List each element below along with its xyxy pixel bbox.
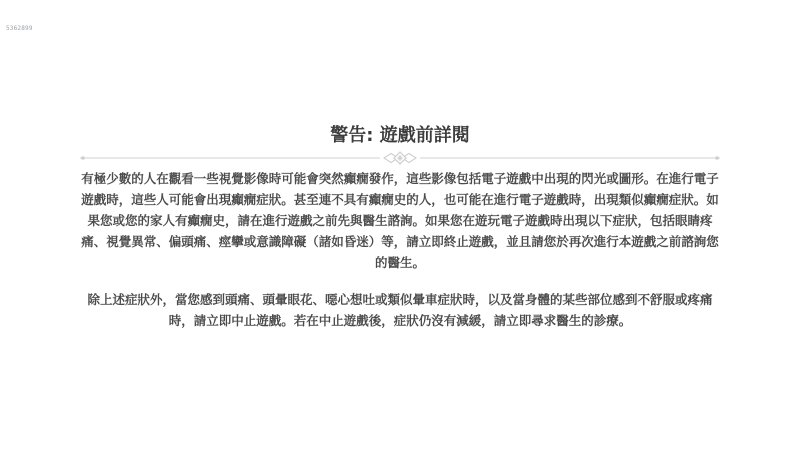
version-label: 5362899 bbox=[6, 25, 33, 32]
divider-end-left bbox=[81, 156, 85, 160]
ornamental-divider bbox=[80, 150, 720, 166]
warning-paragraph-1: 有極少數的人在觀看一些視覺影像時可能會突然癲癇發作，這些影像包括電子遊戲中出現的閃光或圖形。在進行電子遊戲時，這些人可能會出現癲癇症狀。甚至連不具有癲癇史的人，也可能在進行電子遊戲時，出現類似癲癇症狀。如果您或您的家人有癲癇史，請在進行遊戲之前先與醫生諮詢。如果您在遊玩電子遊戲時出現以下症狀，包括眼睛疼痛、視覺異常、偏頭痛、痙攣或意識障礙（諸如昏迷）等，請立即終止遊戲，並且請您於再次進行本遊戲之前諮詢您的醫生。 bbox=[81, 171, 719, 270]
divider-end-right bbox=[715, 156, 719, 160]
divider-ornament bbox=[384, 152, 416, 164]
page-title: 警告: 遊戲前詳閱 bbox=[330, 125, 470, 146]
warning-paragraph-2: 除上述症狀外，當您感到頭痛、頭暈眼花、噁心想吐或類似暈車症狀時，以及當身體的某些部位感到不舒服或疼痛時，請立即中止遊戲。若在中止遊戲後，症狀仍沒有減緩，請立即尋求醫生的診療。 bbox=[87, 292, 713, 328]
